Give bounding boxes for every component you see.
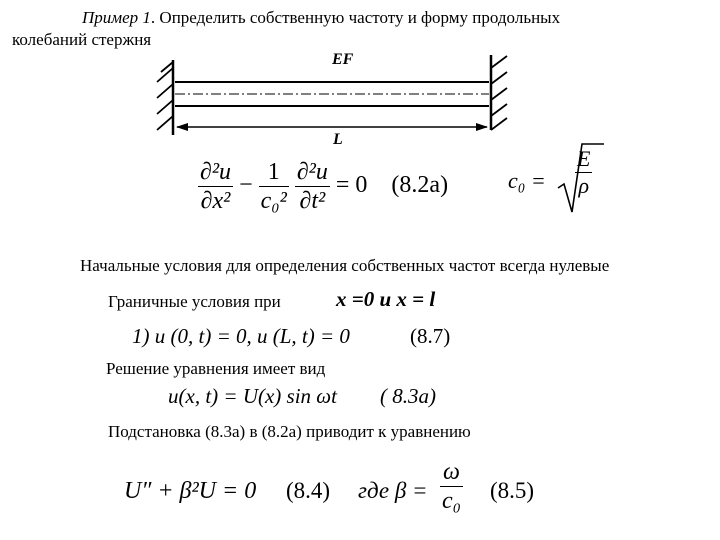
equation-8-4: U″ + β²U = 0 <box>124 478 257 504</box>
eq-tag-8-5: (8.5) <box>490 478 535 503</box>
sqrt-fraction <box>575 146 592 199</box>
eq-tag-8-4: (8.4) <box>286 478 331 503</box>
equation-8-2a <box>198 158 448 215</box>
dx2-denominator: ∂x² <box>200 188 231 214</box>
eq-tag-8-3a: ( 8.3a) <box>380 384 436 408</box>
ef-label: EF <box>332 51 354 68</box>
equation-8-7: 1) u (0, t) = 0, u (L, t) = 0 <box>132 324 350 348</box>
equation-8-3a: u(x, t) = U(x) sin ωt <box>168 384 337 408</box>
eq-rhs: = 0 <box>335 172 368 199</box>
omega-numerator: ω <box>440 458 463 487</box>
substitution-text: Подстановка (8.3а) в (8.2а) приводит к уравнению <box>108 422 471 441</box>
beam-diagram <box>0 0 720 160</box>
initial-conditions-text: Начальные условия для определения собственных частот всегда нулевые <box>80 256 610 275</box>
d2u-numerator-2: ∂²u <box>296 159 328 185</box>
c0-denominator: c₀ <box>442 488 461 514</box>
title-prefix: Пример 1 <box>82 8 151 27</box>
boundary-text: Граничные условия при <box>108 292 281 311</box>
title-line-2: колебаний стержня <box>12 30 152 49</box>
dt2-denominator: ∂t² <box>299 188 326 214</box>
left-wall-hatch <box>157 62 173 130</box>
d2u-numerator: ∂²u <box>200 159 232 185</box>
rho-denominator: ρ <box>578 173 589 198</box>
title-rest: . Определить собственную частоту и форму продольных <box>150 8 561 27</box>
c0-lhs: c₀ = <box>508 168 546 193</box>
E-numerator: E <box>577 146 591 171</box>
right-wall-hatch <box>491 56 507 130</box>
eq-tag-8-7: (8.7) <box>410 324 451 348</box>
arrow-right-icon <box>476 123 488 131</box>
minus-sign: − <box>239 172 253 199</box>
boundary-conditions: x =0 и x = l <box>336 287 436 311</box>
where-beta: где β = <box>358 478 428 503</box>
eq-tag-8-2a: (8.2a) <box>391 172 449 199</box>
one-numerator: 1 <box>259 158 289 187</box>
c0sq-denominator: c₀² <box>260 188 287 214</box>
solution-text: Решение уравнения имеет вид <box>106 359 326 378</box>
length-label: L <box>333 131 343 148</box>
arrow-left-icon <box>176 123 188 131</box>
beta-fraction <box>440 458 463 515</box>
